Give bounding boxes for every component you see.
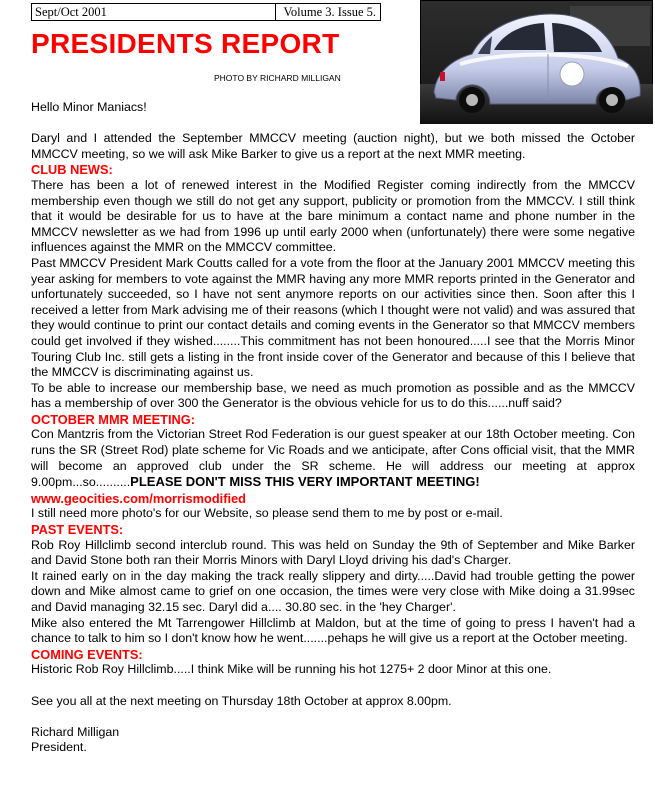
closing-paragraph: See you all at the next meeting on Thursday 18th October at approx 8.00pm. <box>31 693 452 708</box>
signature-name: Richard Milligan <box>31 724 120 739</box>
club-news-heading: CLUB NEWS: <box>31 162 113 178</box>
past-events-heading: PAST EVENTS: <box>31 522 124 538</box>
coming-events-paragraph: Historic Rob Roy Hillclimb.....I think Mike will be running his hot 1275+ 2 door Minor at this one. <box>31 662 552 677</box>
club-news-paragraph-3: To be able to increase our membership base, we need as much promotion as possible and as the MMCCV has a membership of over 300 the Generator is the obvious vehicle for us to do this......nuff said? <box>31 380 635 411</box>
issue-bar <box>31 3 381 21</box>
club-news-paragraph-1: There has been a lot of renewed interest in the Modified Register coming indirectly from the MMCCV membership even though we still do not get any support, publicity or promotion from the MMCCV. I still think that it would be desirable for us to have at the bare minimum a contact name and phone number in the MMCCV newsletter as we had from 1996 up until early 2000 when (unfortunately) there were some negative influences against the MMR on the MMCCV committee. <box>31 177 635 255</box>
issue-bar-divider <box>275 4 276 20</box>
website-paragraph: I still need more photo's for our Website, so please send them to me by post or e-mail. <box>31 506 503 521</box>
signature-title: President. <box>31 740 87 755</box>
coming-events-heading: COMING EVENTS: <box>31 646 143 662</box>
intro-paragraph: Daryl and I attended the September MMCCV meeting (auction night), but we both missed the October MMCCV meeting, so we will ask Mike Barker to give us a report at the next MMR meeting. <box>31 131 635 161</box>
past-events-paragraph-3: Mike also entered the Mt Tarrengower Hillclimb at Maldon, but at the time of going to press I haven't had a chance to talk to him so I don't know how he went.......pehaps he will give us a report at the October meeting. <box>31 615 635 646</box>
important-meeting-notice: PLEASE DON'T MISS THIS VERY IMPORTANT MEETING! <box>130 474 480 490</box>
greeting: Hello Minor Maniacs! <box>31 100 147 114</box>
club-news-paragraph-2: Past MMCCV President Mark Coutts called for a vote from the floor at the January 2001 MMCCV meeting this year asking for members to vote against the MMR having any more MMR reports printed in the Generator and unfortunately succeeded, so I have not sent anymore reports on our activities since then. Soon after this I received a letter from Mark advising me of their reasons (which I thought were not valid) and was assured that they would continue to print our contact details and coming events in the Generator so that MMCCV members could get involved if they wished........This commitment has not been honoured.....I see that the Morris Minor Touring Club Inc. still gets a listing in the front inside cover of the Generator and because of this I believe that the MMCCV is discriminating against us. <box>31 255 635 380</box>
october-meeting-heading: OCTOBER MMR MEETING: <box>31 411 195 427</box>
october-meeting-text: Con Mantzris from the Victorian Street Rod Federation is our guest speaker at our 18th October meeting. Con runs the SR (Street Rod) plate scheme for Vic Roads and we anticipate, after Cons official visit, that the MMR will become an approved club under the SR scheme. He will address our meeting at approx 9.00pm...so.......... <box>31 427 635 490</box>
past-events-paragraph-1: Rob Roy Hillclimb second interclub round. This was held on Sunday the 9th of September and Mike Barker and David Stone both ran their Morris Minors with Daryl Lloyd driving his dad's Charger. <box>31 537 635 568</box>
report-body <box>31 100 635 756</box>
photo-credit: PHOTO BY RICHARD MILLIGAN <box>214 73 341 83</box>
website-link[interactable]: www.geocities.com/morrismodified <box>31 490 246 506</box>
page-title: PRESIDENTS REPORT <box>31 28 340 59</box>
issue-volume: Volume 3. Issue 5. <box>283 5 376 19</box>
october-meeting-paragraph <box>31 427 635 490</box>
past-events-paragraph-2: It rained early on in the day making the track really slippery and dirty.....David had trouble getting the power down and Mike almost came to grief on one occasion, the times were very close with Mike doing a 31.99sec and David managing 32.15 sec. Daryl did a.... 30.80 sec. in the 'hey Charger'. <box>31 568 635 614</box>
issue-date: Sept/Oct 2001 <box>35 5 107 19</box>
